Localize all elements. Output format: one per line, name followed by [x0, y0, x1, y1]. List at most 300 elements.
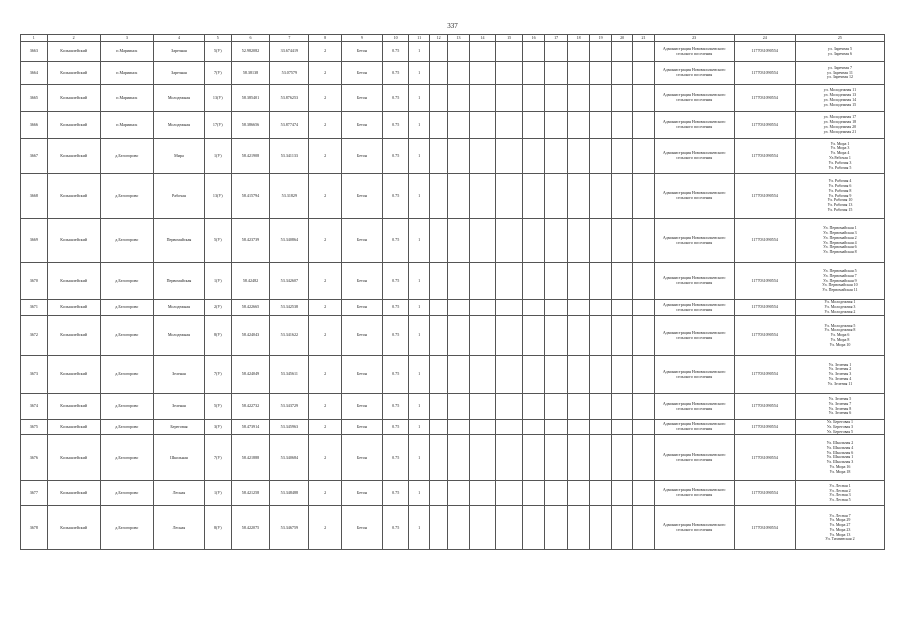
address-line: Ул. Зеленая 3: [828, 371, 852, 377]
table-body: [21, 35, 885, 550]
cell-cnt: 2: [309, 356, 342, 394]
empty-cell: [633, 139, 654, 174]
column-header: 13: [448, 35, 469, 42]
empty-cell: [590, 85, 611, 112]
column-header: 9: [341, 35, 382, 42]
cell-lon: 53.877474: [270, 112, 309, 139]
cell-house: 2(У): [205, 300, 232, 316]
column-header: 17: [545, 35, 567, 42]
empty-cell: [633, 42, 654, 62]
table-row: [21, 219, 885, 263]
cell-addresses: [795, 174, 884, 219]
cell-n: 3666: [21, 112, 48, 139]
cell-street: Молодежная: [153, 300, 204, 316]
cell-inn: 1177031090554: [734, 506, 795, 550]
cell-inn: 1177031090554: [734, 219, 795, 263]
cell-house: 1(У): [205, 139, 232, 174]
cell-settlement: д.Белогорово: [100, 356, 153, 394]
address-line: Ул. Молодежная 3: [824, 304, 856, 310]
address-line: Ул. Молодежная 1: [824, 299, 856, 305]
empty-cell: [469, 316, 496, 356]
empty-cell: [496, 300, 523, 316]
empty-cell: [522, 42, 544, 62]
empty-cell: [522, 300, 544, 316]
empty-cell: [567, 394, 589, 420]
empty-cell: [522, 394, 544, 420]
empty-cell: [611, 394, 632, 420]
address-line: ул. Заречная 11: [826, 69, 853, 75]
header-row: [21, 35, 885, 42]
cell-lon: 53.07579: [270, 62, 309, 85]
cell-settlement: д.Белогорово: [100, 300, 153, 316]
empty-cell: [545, 42, 567, 62]
cell-street: Зеленая: [153, 394, 204, 420]
cell-vol: 0.75: [382, 316, 409, 356]
address-line: Ул. Мира 1: [830, 140, 850, 146]
cell-addresses: [795, 435, 884, 481]
cell-addresses: [795, 42, 884, 62]
cell-qty: 1: [409, 174, 429, 219]
cell-n: 3663: [21, 42, 48, 62]
address-line: Ул. Тихвинская 2: [825, 536, 855, 542]
cell-mat: Бетон: [341, 420, 382, 435]
cell-house: 5(У): [205, 394, 232, 420]
cell-organization: Администрация Нововасильевского сельского поселения: [654, 219, 734, 263]
empty-cell: [633, 435, 654, 481]
cell-lon: 53.341622: [270, 316, 309, 356]
cell-cnt: 2: [309, 139, 342, 174]
empty-cell: [469, 356, 496, 394]
column-header: 25: [795, 35, 884, 42]
address-line: Ул. Рабочая 3: [828, 159, 852, 165]
cell-organization: Администрация Нововасильевского сельского поселения: [654, 356, 734, 394]
cell-street: Первомайская: [153, 263, 204, 300]
address-line: Ул. Береговая 1: [826, 419, 854, 424]
empty-cell: [469, 394, 496, 420]
empty-cell: [522, 481, 544, 506]
empty-cell: [496, 62, 523, 85]
cell-vol: 0.75: [382, 394, 409, 420]
empty-cell: [590, 506, 611, 550]
address-line: Ул. Рабочая 10: [827, 197, 853, 203]
cell-street: Школьная: [153, 435, 204, 481]
address-line: Ул. Зеленая 4: [828, 375, 852, 381]
cell-qty: 1: [409, 420, 429, 435]
empty-cell: [567, 62, 589, 85]
cell-lat: 58.424043: [231, 316, 270, 356]
cell-house: 5(У): [205, 42, 232, 62]
cell-lon: 33.674419: [270, 42, 309, 62]
cell-house: 17(У): [205, 112, 232, 139]
cell-house: 7(У): [205, 62, 232, 85]
cell-n: 3671: [21, 300, 48, 316]
cell-settlement: д.Белогорово: [100, 174, 153, 219]
empty-cell: [590, 435, 611, 481]
address-line: Ул. Зеленая 1: [828, 361, 852, 367]
cell-house: 7(У): [205, 356, 232, 394]
cell-lat: 58.424049: [231, 356, 270, 394]
empty-cell: [469, 481, 496, 506]
cell-qty: 1: [409, 316, 429, 356]
cell-vol: 0.75: [382, 356, 409, 394]
cell-qty: 1: [409, 219, 429, 263]
empty-cell: [590, 112, 611, 139]
address-line: Ул. Молодежная 8: [824, 327, 856, 333]
empty-cell: [567, 263, 589, 300]
cell-addresses: [795, 62, 884, 85]
empty-cell: [522, 316, 544, 356]
address-line: Ул. Первомайская 7: [823, 272, 857, 278]
address-line: Ул. Зеленая 8: [828, 405, 852, 411]
empty-cell: [633, 85, 654, 112]
cell-lat: 58.415794: [231, 174, 270, 219]
cell-n: 3675: [21, 420, 48, 435]
empty-cell: [429, 219, 447, 263]
cell-lat: 58.42482: [231, 263, 270, 300]
empty-cell: [611, 300, 632, 316]
address-line: Ул. Рабочая 9: [828, 192, 852, 198]
address-line: Ул. Мира 13: [829, 531, 851, 537]
empty-cell: [545, 174, 567, 219]
empty-cell: [633, 219, 654, 263]
cell-inn: 1177031090554: [734, 316, 795, 356]
cell-qty: 1: [409, 481, 429, 506]
registry-table: [20, 34, 885, 550]
cell-district: Колышлейский: [47, 356, 100, 394]
cell-lon: 53.345963: [270, 420, 309, 435]
empty-cell: [611, 62, 632, 85]
cell-n: 3670: [21, 263, 48, 300]
empty-cell: [590, 62, 611, 85]
empty-cell: [567, 42, 589, 62]
cell-district: Колышлейский: [47, 42, 100, 62]
cell-house: 8(У): [205, 316, 232, 356]
empty-cell: [496, 263, 523, 300]
empty-cell: [469, 85, 496, 112]
empty-cell: [633, 112, 654, 139]
cell-cnt: 2: [309, 316, 342, 356]
column-header: 19: [590, 35, 611, 42]
address-line: Ул. Рабочая 13: [827, 202, 853, 208]
cell-cnt: 2: [309, 481, 342, 506]
empty-cell: [522, 263, 544, 300]
empty-cell: [429, 112, 447, 139]
table-row: [21, 300, 885, 316]
address-line: ул. Молодежная 11: [823, 87, 857, 93]
address-line: ул. Заречная 12: [826, 74, 853, 80]
cell-lat: 58.421258: [231, 481, 270, 506]
address-line: Ул. Первомайская 11: [822, 287, 858, 293]
cell-settlement: д.Белогорово: [100, 420, 153, 435]
empty-cell: [469, 263, 496, 300]
cell-inn: 1177031090554: [734, 394, 795, 420]
table-row: [21, 481, 885, 506]
cell-cnt: 2: [309, 435, 342, 481]
cell-mat: Бетон: [341, 174, 382, 219]
cell-n: 3669: [21, 219, 48, 263]
cell-street: Заречная: [153, 42, 204, 62]
address-line: Ул. Школьная 6: [826, 449, 854, 455]
empty-cell: [567, 219, 589, 263]
cell-district: Колышлейский: [47, 420, 100, 435]
cell-house: 13(У): [205, 85, 232, 112]
address-line: Ул. Мира 3: [830, 145, 850, 151]
cell-street: Заречная: [153, 62, 204, 85]
empty-cell: [496, 435, 523, 481]
address-line: Ул. Зеленая 7: [828, 400, 852, 406]
column-header: 6: [231, 35, 270, 42]
empty-cell: [611, 435, 632, 481]
empty-cell: [633, 394, 654, 420]
empty-cell: [469, 174, 496, 219]
empty-cell: [590, 219, 611, 263]
empty-cell: [496, 316, 523, 356]
empty-cell: [496, 42, 523, 62]
cell-settlement: п.Мариинск: [100, 62, 153, 85]
cell-street: Береговая: [153, 420, 204, 435]
empty-cell: [611, 112, 632, 139]
cell-cnt: 2: [309, 394, 342, 420]
empty-cell: [469, 42, 496, 62]
address-line: Ул. Мира 16: [829, 464, 851, 470]
cell-lon: 53.342607: [270, 263, 309, 300]
cell-qty: 1: [409, 506, 429, 550]
cell-lon: 53.340684: [270, 435, 309, 481]
empty-cell: [545, 356, 567, 394]
cell-street: Первомайская: [153, 219, 204, 263]
empty-cell: [545, 219, 567, 263]
table-row: [21, 42, 885, 62]
table-row: [21, 112, 885, 139]
empty-cell: [545, 506, 567, 550]
cell-lat: 58.422732: [231, 394, 270, 420]
address-line: Ул. Первомайская 4: [823, 239, 857, 245]
cell-district: Колышлейский: [47, 481, 100, 506]
empty-cell: [545, 112, 567, 139]
address-line: ул. Заречная 6: [827, 50, 852, 56]
empty-cell: [496, 85, 523, 112]
empty-cell: [429, 316, 447, 356]
address-line: Ул. Лесная 3: [829, 492, 851, 498]
empty-cell: [496, 420, 523, 435]
empty-cell: [611, 42, 632, 62]
empty-cell: [611, 174, 632, 219]
cell-lat: 58.473914: [231, 420, 270, 435]
cell-inn: 1177031090554: [734, 139, 795, 174]
cell-organization: Администрация Нововасильевского сельского поселения: [654, 481, 734, 506]
address-line: Ул.Рабочая 1: [828, 155, 851, 160]
cell-lat: 58.385401: [231, 85, 270, 112]
cell-settlement: д.Белогорово: [100, 506, 153, 550]
page-number: 337: [447, 22, 458, 30]
column-header: 24: [734, 35, 795, 42]
cell-cnt: 2: [309, 219, 342, 263]
empty-cell: [522, 435, 544, 481]
empty-cell: [567, 316, 589, 356]
cell-inn: 1177031090554: [734, 420, 795, 435]
empty-cell: [469, 435, 496, 481]
cell-n: 3668: [21, 174, 48, 219]
cell-mat: Бетон: [341, 506, 382, 550]
cell-qty: 1: [409, 263, 429, 300]
cell-n: 3664: [21, 62, 48, 85]
cell-district: Колышлейский: [47, 112, 100, 139]
cell-qty: 1: [409, 139, 429, 174]
cell-district: Колышлейский: [47, 300, 100, 316]
cell-n: 3678: [21, 506, 48, 550]
empty-cell: [448, 435, 469, 481]
empty-cell: [590, 316, 611, 356]
cell-n: 3674: [21, 394, 48, 420]
address-line: Ул. Первомайская 1: [823, 225, 857, 231]
cell-district: Колышлейский: [47, 62, 100, 85]
address-line: ул. Молодежная 18: [823, 119, 857, 125]
cell-vol: 0.75: [382, 85, 409, 112]
empty-cell: [522, 85, 544, 112]
cell-inn: 1177031090554: [734, 112, 795, 139]
table-row: [21, 394, 885, 420]
empty-cell: [448, 300, 469, 316]
column-header: 18: [567, 35, 589, 42]
address-line: Ул. Молодежная 5: [824, 322, 856, 328]
empty-cell: [567, 85, 589, 112]
cell-inn: 1177031090554: [734, 481, 795, 506]
empty-cell: [545, 394, 567, 420]
cell-lat: 52.982082: [231, 42, 270, 62]
cell-lon: 53.345611: [270, 356, 309, 394]
address-line: Ул. Зеленая 5: [828, 395, 852, 401]
empty-cell: [496, 356, 523, 394]
cell-settlement: д.Белогорово: [100, 263, 153, 300]
empty-cell: [429, 481, 447, 506]
address-line: Ул. Первомайская 6: [823, 244, 857, 250]
empty-cell: [545, 481, 567, 506]
cell-street: Зеленая: [153, 356, 204, 394]
cell-organization: Администрация Нововасильевского сельского поселения: [654, 506, 734, 550]
empty-cell: [496, 219, 523, 263]
cell-vol: 0.75: [382, 62, 409, 85]
address-line: Ул. Мира 4: [830, 150, 850, 156]
cell-settlement: д.Белогорово: [100, 435, 153, 481]
cell-street: Молодежная: [153, 85, 204, 112]
cell-vol: 0.75: [382, 435, 409, 481]
table-row: [21, 316, 885, 356]
cell-addresses: [795, 85, 884, 112]
empty-cell: [429, 42, 447, 62]
empty-cell: [429, 263, 447, 300]
empty-cell: [448, 85, 469, 112]
address-line: Ул. Лесная 1: [829, 482, 851, 488]
empty-cell: [567, 420, 589, 435]
table-row: [21, 174, 885, 219]
table-row: [21, 139, 885, 174]
empty-cell: [429, 506, 447, 550]
cell-qty: 1: [409, 62, 429, 85]
empty-cell: [567, 356, 589, 394]
column-header: 15: [496, 35, 523, 42]
cell-vol: 0.75: [382, 300, 409, 316]
empty-cell: [496, 481, 523, 506]
address-line: Ул. Мира 10: [829, 341, 851, 347]
cell-mat: Бетон: [341, 481, 382, 506]
cell-settlement: п.Мариинск: [100, 85, 153, 112]
cell-mat: Бетон: [341, 316, 382, 356]
cell-cnt: 2: [309, 506, 342, 550]
cell-lat: 58.421908: [231, 139, 270, 174]
empty-cell: [567, 300, 589, 316]
address-line: Ул. Рабочая 6: [828, 183, 852, 188]
cell-addresses: [795, 139, 884, 174]
cell-organization: Администрация Нововасильевского сельского поселения: [654, 300, 734, 316]
empty-cell: [429, 435, 447, 481]
empty-cell: [429, 420, 447, 435]
cell-organization: Администрация Нововасильевского сельского поселения: [654, 85, 734, 112]
empty-cell: [567, 506, 589, 550]
empty-cell: [429, 85, 447, 112]
empty-cell: [448, 263, 469, 300]
cell-n: 3676: [21, 435, 48, 481]
cell-cnt: 2: [309, 300, 342, 316]
column-header: 5: [205, 35, 232, 42]
empty-cell: [448, 139, 469, 174]
empty-cell: [590, 420, 611, 435]
cell-district: Колышлейский: [47, 263, 100, 300]
column-header: 16: [522, 35, 544, 42]
address-line: Ул. Мира 23: [829, 526, 851, 532]
empty-cell: [611, 481, 632, 506]
cell-vol: 0.75: [382, 139, 409, 174]
address-line: Ул. Первомайская 3: [823, 229, 857, 235]
cell-mat: Бетон: [341, 219, 382, 263]
address-line: Ул. Береговая 5: [826, 428, 854, 434]
empty-cell: [567, 481, 589, 506]
cell-mat: Бетон: [341, 85, 382, 112]
address-line: Ул. Рабочая 15: [827, 206, 853, 212]
address-line: ул. Молодежная 13: [823, 92, 857, 98]
cell-organization: Администрация Нововасильевского сельского поселения: [654, 139, 734, 174]
address-line: Ул. Мира 8: [830, 336, 850, 342]
cell-street: Лесная: [153, 506, 204, 550]
table-row: [21, 506, 885, 550]
cell-street: Мира: [153, 139, 204, 174]
address-line: Ул. Мира 18: [829, 468, 851, 474]
empty-cell: [545, 139, 567, 174]
column-header: 2: [47, 35, 100, 42]
cell-house: 3(У): [205, 420, 232, 435]
empty-cell: [633, 356, 654, 394]
cell-qty: 1: [409, 112, 429, 139]
cell-inn: 1177031090554: [734, 356, 795, 394]
empty-cell: [448, 219, 469, 263]
table-row: [21, 263, 885, 300]
cell-lon: 53.346759: [270, 506, 309, 550]
address-line: Ул. Мира 6: [830, 332, 850, 338]
cell-district: Колышлейский: [47, 219, 100, 263]
cell-cnt: 2: [309, 85, 342, 112]
cell-vol: 0.75: [382, 481, 409, 506]
address-line: ул. Заречная 7: [827, 64, 852, 70]
cell-lon: 53.340864: [270, 219, 309, 263]
address-line: Ул. Рабочая 8: [828, 187, 852, 193]
cell-vol: 0.75: [382, 506, 409, 550]
empty-cell: [633, 300, 654, 316]
empty-cell: [469, 62, 496, 85]
empty-cell: [429, 62, 447, 85]
cell-settlement: д.Белогорово: [100, 139, 153, 174]
empty-cell: [611, 139, 632, 174]
column-header: 21: [633, 35, 654, 42]
cell-vol: 0.75: [382, 174, 409, 219]
